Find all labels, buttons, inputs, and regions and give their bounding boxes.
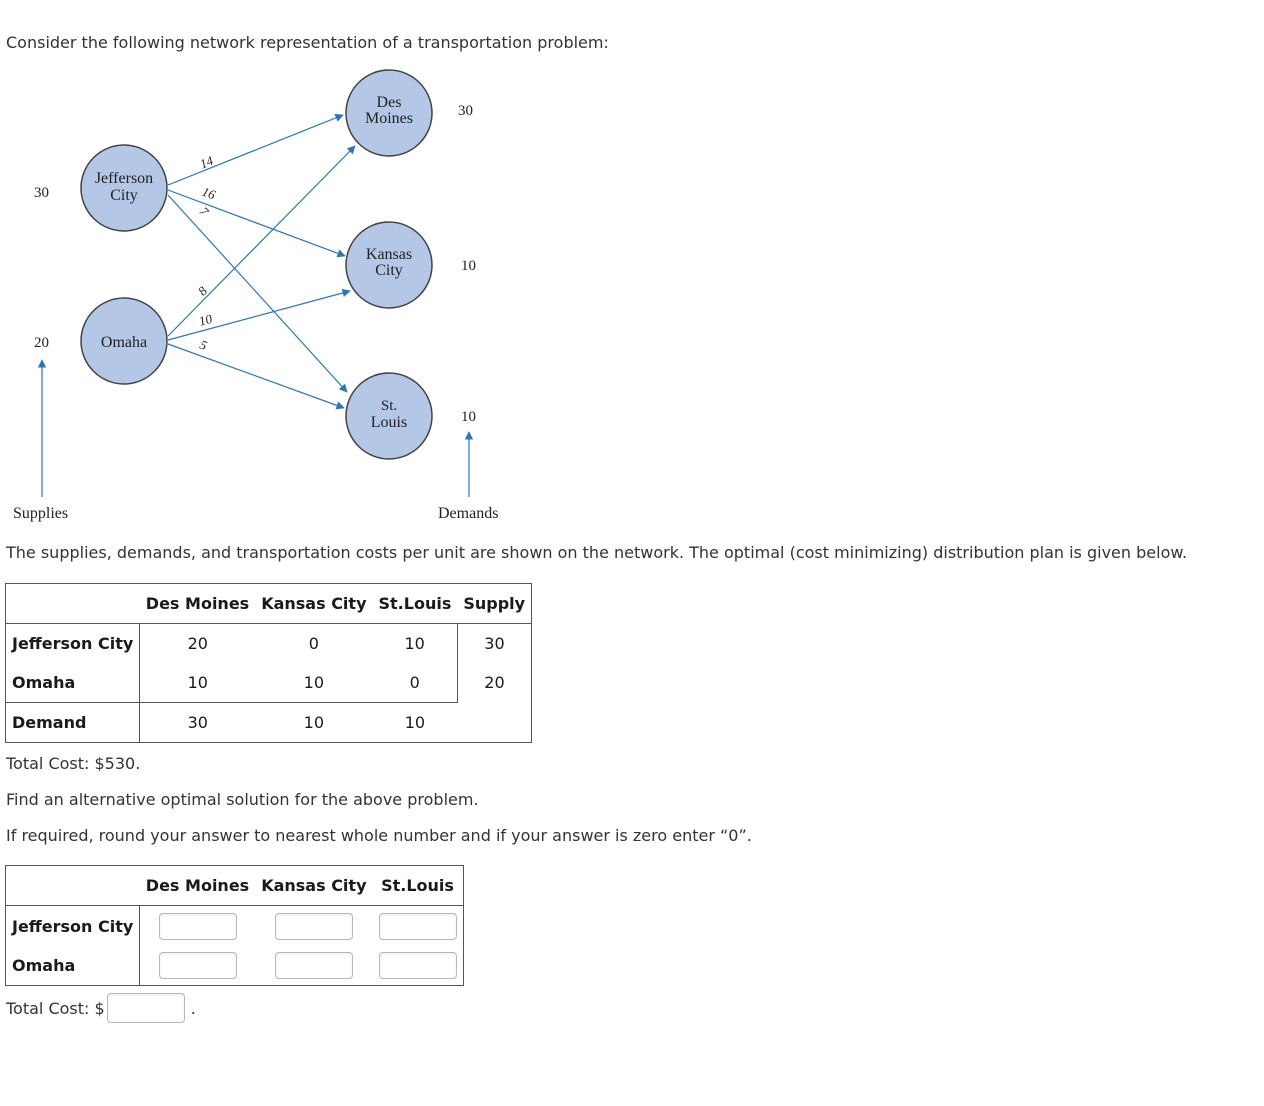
- cost-label-omaha-stlouis: 5: [197, 336, 210, 354]
- node-omaha: [81, 298, 167, 384]
- node-kansas-city-label-line2: City: [375, 262, 403, 279]
- answer-cell: [373, 906, 464, 947]
- demands-caption: Demands: [438, 505, 499, 522]
- plan-row-label: Jefferson City: [6, 624, 140, 664]
- plan-cell: 0: [308, 634, 319, 653]
- answer-input-jefferson-desmoines[interactable]: [159, 913, 237, 940]
- plan-empty-cell: [457, 703, 531, 743]
- answer-header-kansas-city: Kansas City: [255, 866, 372, 906]
- cost-label-omaha-desmoines: 8: [194, 283, 211, 299]
- total-cost-text: Total Cost: $530.: [6, 754, 141, 773]
- cost-label-jefferson-desmoines: 14: [197, 152, 216, 172]
- node-jefferson-city-label-line2: City: [110, 187, 138, 204]
- answer-input-omaha-kansascity[interactable]: [275, 952, 353, 979]
- cost-label-jefferson-kansascity: 16: [200, 183, 218, 203]
- node-st-louis-label-line2: Louis: [370, 414, 408, 431]
- answer-cell: [140, 906, 255, 947]
- edge-omaha-stlouis: [168, 344, 344, 408]
- node-jefferson-city-label-line1: Jefferson: [94, 170, 154, 187]
- plan-cell: 0: [373, 663, 458, 703]
- answer-header-row: [6, 866, 464, 906]
- answer-header-des-moines: Des Moines: [140, 866, 255, 906]
- node-des-moines-label-line1: Des: [376, 94, 402, 111]
- plan-row-jefferson-city: [6, 624, 532, 664]
- plan-header-supply: Supply: [457, 584, 531, 624]
- answer-cell: [255, 906, 372, 947]
- node-st-louis: [346, 373, 432, 459]
- answer-input-jefferson-stlouis[interactable]: [379, 913, 457, 940]
- cost-label-omaha-kansascity: 10: [197, 310, 214, 329]
- node-kansas-city-label-line1: Kansas: [365, 246, 413, 263]
- plan-cell: 10: [140, 663, 255, 703]
- plan-demand-cell: 10: [303, 713, 325, 732]
- total-cost-answer-line: [6, 993, 196, 1023]
- node-jefferson-city: [81, 145, 167, 231]
- edge-jefferson-stlouis: [168, 195, 347, 392]
- plan-cell: 10: [255, 663, 372, 703]
- answer-cell: [255, 946, 372, 986]
- node-des-moines: [346, 70, 432, 156]
- node-st-louis-label-line1: St.: [380, 398, 398, 414]
- demand-value-desmoines: 30: [458, 103, 473, 119]
- optimal-plan-table: [5, 583, 532, 743]
- plan-supply-cell: 30: [484, 634, 505, 653]
- answer-input-omaha-stlouis[interactable]: [379, 952, 457, 979]
- plan-header-st-louis: St.Louis: [373, 584, 458, 624]
- total-cost-suffix: .: [190, 998, 196, 1018]
- total-cost-input[interactable]: [107, 993, 185, 1023]
- answer-row-label: Jefferson City: [6, 906, 140, 947]
- plan-row-label: Omaha: [6, 663, 140, 703]
- answer-cell: [373, 946, 464, 986]
- question-text: Find an alternative optimal solution for the above problem.: [6, 790, 479, 809]
- total-cost-prefix: Total Cost: $: [6, 998, 105, 1018]
- transportation-network-diagram: [0, 60, 540, 530]
- plan-cell: 20: [187, 634, 208, 653]
- cost-label-jefferson-stlouis: 7: [196, 203, 212, 220]
- answer-table: [5, 865, 464, 986]
- node-des-moines-label-line2: Moines: [365, 110, 413, 127]
- answer-row-jefferson-city: [6, 906, 464, 947]
- plan-header-row: [6, 584, 532, 624]
- plan-row-omaha: [6, 663, 532, 703]
- answer-header-corner: [6, 866, 140, 906]
- plan-header-corner: [6, 584, 140, 624]
- answer-input-omaha-desmoines[interactable]: [159, 952, 237, 979]
- supply-value-jefferson: 30: [34, 185, 49, 201]
- answer-cell: [140, 946, 255, 986]
- plan-demand-cell: 30: [187, 713, 208, 732]
- plan-row-demand: [6, 703, 532, 743]
- supply-value-omaha: 20: [34, 335, 49, 351]
- plan-demand-cell: 10: [404, 713, 426, 732]
- answer-row-omaha: [6, 946, 464, 986]
- intro-text: Consider the following network representation of a transportation problem:: [6, 33, 609, 52]
- plan-header-des-moines: Des Moines: [140, 584, 255, 624]
- answer-row-label: Omaha: [12, 956, 76, 975]
- edge-jefferson-desmoines: [168, 115, 343, 185]
- instruction-text: If required, round your answer to nearest whole number and if your answer is zero enter “0”.: [6, 826, 752, 845]
- plan-supply-cell: 20: [484, 673, 505, 693]
- plan-header-kansas-city: Kansas City: [255, 584, 372, 624]
- node-omaha-label: Omaha: [100, 334, 148, 351]
- plan-row-label: Demand: [6, 703, 140, 743]
- node-kansas-city: [346, 222, 432, 308]
- edge-omaha-desmoines: [168, 146, 355, 336]
- demand-value-kansascity: 10: [461, 258, 476, 274]
- description-text: The supplies, demands, and transportation costs per unit are shown on the network. The optimal (cost minimizing) distribution plan is given below.: [6, 543, 1188, 562]
- answer-header-st-louis: St.Louis: [373, 866, 464, 906]
- demand-value-stlouis: 10: [461, 409, 476, 425]
- edge-omaha-kansascity: [168, 291, 350, 340]
- supplies-caption: Supplies: [13, 505, 69, 522]
- plan-cell: 10: [373, 624, 458, 664]
- answer-input-jefferson-kansascity[interactable]: [275, 913, 353, 940]
